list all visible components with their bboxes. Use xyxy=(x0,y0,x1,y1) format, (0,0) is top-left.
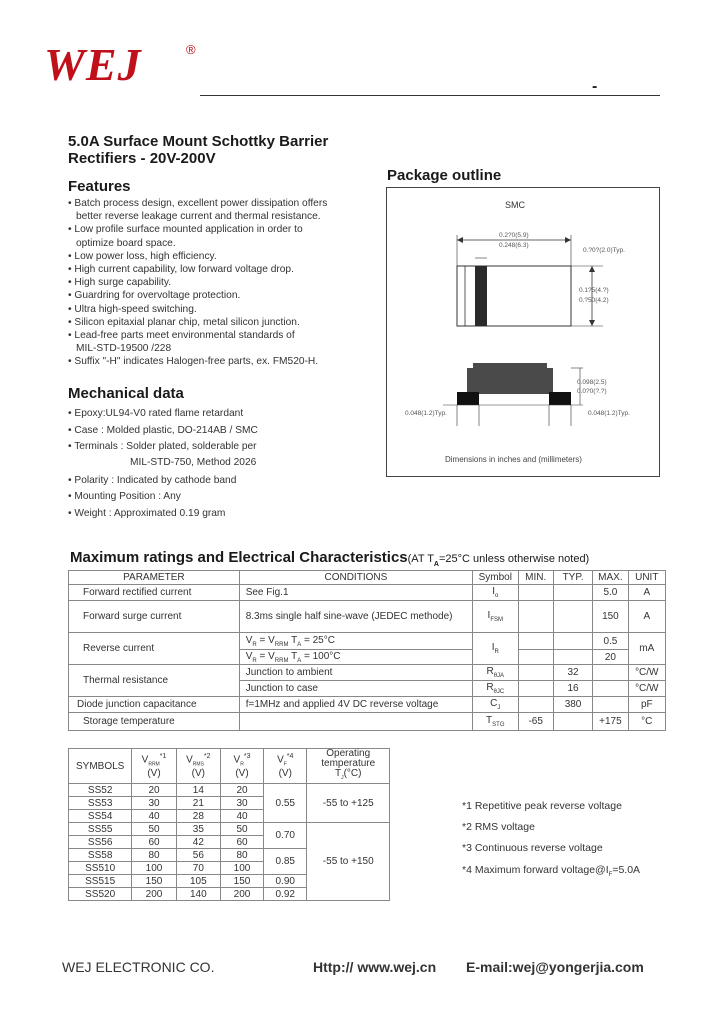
list-item: • High current capability, low forward voltage drop. xyxy=(68,264,294,276)
mechanical-heading: Mechanical data xyxy=(68,385,184,402)
footer-email[interactable]: E-mail:wej@yongerjia.com xyxy=(466,959,644,975)
table-row: Reverse current $V_R = V_{RRM}$ $T_A = 25^\circ C$ $I_R$ 0.5 mA xyxy=(69,633,666,650)
list-item: • Mounting Position : Any xyxy=(68,491,181,503)
dim-top-b: 0.248(6.3) xyxy=(499,242,529,249)
list-item: better reverse leakage current and thermal resistance. xyxy=(76,211,321,223)
ratings-section-title: Maximum ratings and Electrical Characteristics(AT $T_A=25^\circ C$ unless otherwise noted) xyxy=(70,549,590,568)
table-row: SS55 50 35 50 0.70 -55 to +150 xyxy=(69,823,390,836)
col-header: MAX. xyxy=(593,571,628,585)
package-top-view xyxy=(457,266,571,326)
table-row: Thermal resistance Junction to ambient $R_{\theta JA}$ 32 °C/W xyxy=(69,665,666,681)
col-header: MIN. xyxy=(518,571,553,585)
list-item: • Epoxy:UL94-V0 rated flame retardant xyxy=(68,408,244,419)
list-item: • Low profile surface mounted application in order to xyxy=(68,224,303,236)
features-list xyxy=(68,197,368,369)
symbols-table xyxy=(68,748,390,901)
col-header: $V_{RRM}^{*1}$ (V) xyxy=(132,749,176,784)
dim-height-a: 0.098(2.5) xyxy=(577,379,607,386)
table-row: SS54 40 28 40 xyxy=(69,810,390,823)
features-heading: Features xyxy=(68,178,131,195)
table-row: SS53 30 21 30 xyxy=(69,797,390,810)
dim-lead-left: 0.048(1.2)Typ. xyxy=(405,410,447,417)
package-caption: Dimensions in inches and (millimeters) xyxy=(445,455,582,464)
package-outline-box xyxy=(386,187,660,477)
table-row: SS56 60 42 60 xyxy=(69,836,390,849)
dim-side-a: 0.1?5(4.?) xyxy=(579,287,609,294)
list-item: • High surge capability. xyxy=(68,277,172,289)
col-header: $V_R^{*3}$ (V) xyxy=(221,749,264,784)
company-logo: WEJ xyxy=(44,39,142,90)
col-header: CONDITIONS xyxy=(239,571,472,585)
list-item: • Case : Molded plastic, DO-214AB / SMC xyxy=(68,424,258,436)
ratings-table xyxy=(68,570,666,731)
list-item: MIL-STD-19500 /228 xyxy=(76,343,172,355)
table-row: Diode junction capacitance f=1MHz and applied 4V DC reverse voltage $C_J$ 380 pF xyxy=(69,697,666,713)
cathode-band xyxy=(475,266,487,326)
dim-height-b: 0.0?0(?.?) xyxy=(577,388,607,395)
col-header: $V_F^{*4}$ (V) xyxy=(264,749,307,784)
list-item: • Suffix "-H" indicates Halogen-free parts, ex. FM520-H. xyxy=(68,356,319,368)
col-header: Operating temperature $T_J(^\circ C)$ xyxy=(307,749,390,784)
list-item: • Batch process design, excellent power dissipation offers xyxy=(68,198,328,209)
page-title: 5.0A Surface Mount Schottky Barrier Rectifiers - 20V-200V xyxy=(68,133,329,167)
package-heading: Package outline xyxy=(387,167,502,184)
footer-company: WEJ ELECTRONIC CO. xyxy=(62,959,215,975)
package-side-view xyxy=(467,363,553,394)
part-number-dash: - xyxy=(592,78,598,95)
dim-side-b: 0.?50(4.2) xyxy=(579,297,609,304)
table-row: SS58 80 56 80 0.85 xyxy=(69,849,390,862)
dim-top-a: 0.2?0(5.9) xyxy=(499,232,529,239)
col-header: UNIT xyxy=(628,571,665,585)
list-item: • Weight : Approximated 0.19 gram xyxy=(68,508,226,520)
header-rule xyxy=(200,95,660,96)
list-item: MIL-STD-750, Method 2026 xyxy=(130,456,257,468)
dim-band: 0.?0?(2.0)Typ. xyxy=(583,247,625,254)
note-3: *3 Continuous reverse voltage xyxy=(462,842,603,854)
col-header: TYP. xyxy=(553,571,592,585)
table-row: SS515 150 105 150 0.90 xyxy=(69,875,390,888)
list-item: • Low power loss, high efficiency. xyxy=(68,250,217,262)
list-item: • Terminals : Solder plated, solderable per xyxy=(68,440,257,452)
table-row: $V_R = V_{RRM}$ $T_A = 100^\circ C$ 20 xyxy=(69,650,666,665)
col-header: $V_{RMS}^{*2}$ (V) xyxy=(176,749,220,784)
note-2: *2 RMS voltage xyxy=(462,821,535,833)
note-4: *4 Maximum forward $voltage@I_F=5.0A$ xyxy=(462,864,641,879)
table-row: Forward rectified current See Fig.1 $I_o$ 5.0 A xyxy=(69,585,666,601)
list-item: • Polarity : Indicated by cathode band xyxy=(68,474,237,486)
mechanical-list xyxy=(68,406,368,523)
list-item: optimize board space. xyxy=(76,237,176,249)
table-header-row xyxy=(69,571,666,585)
list-item: • Ultra high-speed switching. xyxy=(68,303,197,315)
package-drawing xyxy=(387,188,659,476)
col-header: SYMBOLS xyxy=(69,749,132,784)
dim-lead-right: 0.048(1.2)Typ. xyxy=(588,410,630,417)
table-row: Storage temperature $T_{STG}$ -65 +175 °C xyxy=(69,713,666,731)
table-row: SS52 20 14 20 0.55 -55 to +125 xyxy=(69,784,390,797)
footer-website[interactable]: Http:// www.wej.cn xyxy=(313,959,437,975)
table-row: SS520 200 140 200 0.92 xyxy=(69,888,390,901)
table-row: SS510 100 70 100 xyxy=(69,862,390,875)
list-item: • Guardring for overvoltage protection. xyxy=(68,290,241,302)
registered-mark: ® xyxy=(186,42,196,57)
table-row: Forward surge current 8.3ms single half sine-wave (JEDEC methode) $I_{FSM}$ 150 A xyxy=(69,601,666,633)
col-header: Symbol xyxy=(473,571,518,585)
list-item: • Lead-free parts meet environmental standards of xyxy=(68,330,295,342)
table-row: Junction to case $R_{\theta JC}$ 16 °C/W xyxy=(69,681,666,697)
col-header: PARAMETER xyxy=(69,571,240,585)
list-item: • Silicon epitaxial planar chip, metal silicon junction. xyxy=(68,316,300,328)
package-label: SMC xyxy=(505,200,525,210)
table-header-row xyxy=(69,749,390,784)
note-1: *1 Repetitive peak reverse voltage xyxy=(462,800,622,812)
